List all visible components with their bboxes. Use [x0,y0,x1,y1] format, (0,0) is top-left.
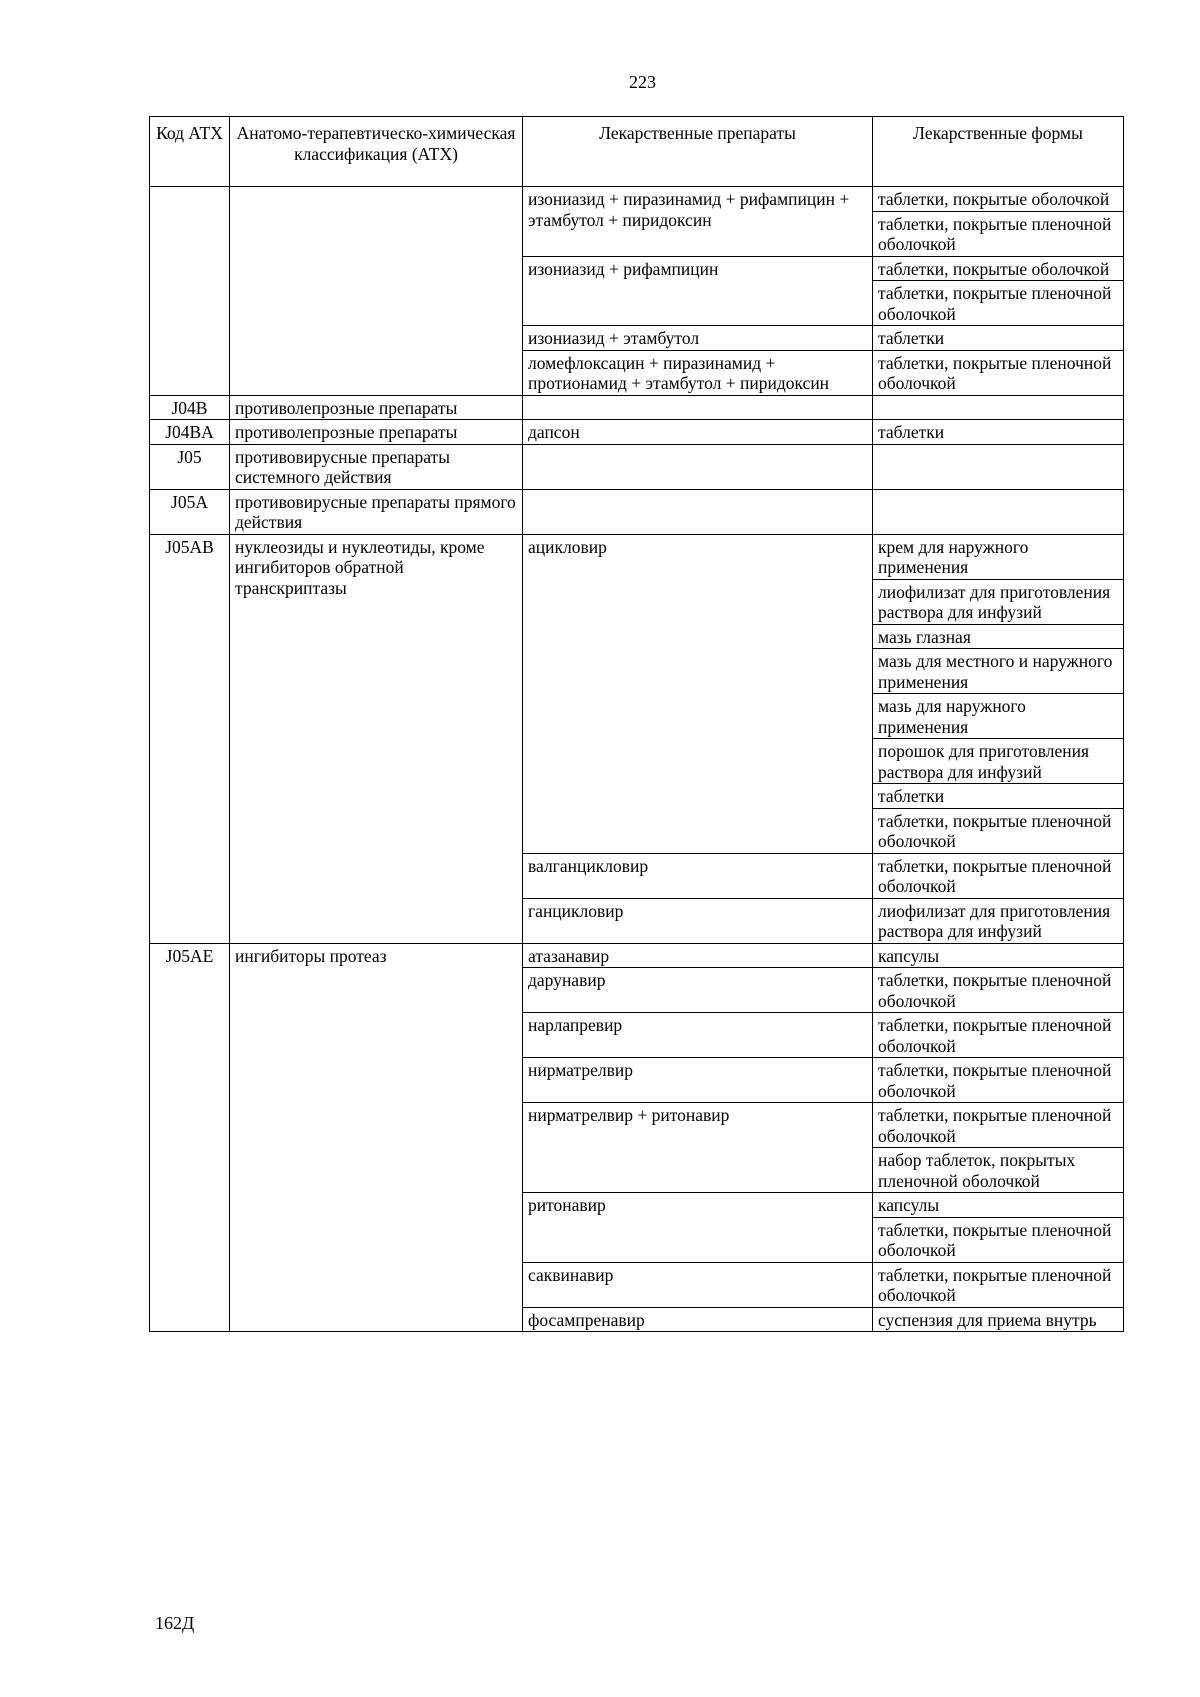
dosage-forms [873,444,1124,489]
atc-drug-table [149,116,1124,1332]
dosage-form: таблетки, покрытые пленочной оболочкой [878,855,1112,896]
dosage-forms [873,1013,1124,1058]
drug-name [523,395,873,420]
dosage-form: лиофилизат для приготовления раствора для инфузий [878,900,1111,941]
dosage-form: таблетки, покрытые пленочной оболочкой [873,808,1123,853]
table-header-row [150,117,1124,187]
dosage-form: набор таблеток, покрытых пленочной оболочкой [873,1147,1123,1192]
drug-name [523,444,873,489]
atc-classification: нуклеозиды и нуклеотиды, кроме ингибиторов обратной транскриптазы [230,534,523,943]
drug-name: дапсон [523,420,873,445]
table-row [150,420,1124,445]
drug-name: нарлапревир [523,1013,873,1058]
dosage-form: таблетки, покрытые оболочкой [878,258,1110,279]
dosage-form: таблетки, покрытые пленочной оболочкой [878,1060,1112,1101]
dosage-form [873,445,1123,469]
drug-name: фосампренавир [523,1307,873,1332]
atc-code: J04BA [150,420,230,445]
drug-name: ломефлоксацин + пиразинамид + протионамид + этамбутол + пиридоксин [523,350,873,395]
table-row [150,489,1124,534]
drug-name: ганцикловир [523,898,873,943]
dosage-form: мазь глазная [873,624,1123,649]
atc-code: J04B [150,395,230,420]
atc-code: J05 [150,444,230,489]
footer-code: 162Д [155,1613,195,1633]
drug-name: ритонавир [523,1193,873,1263]
table-row [150,943,1124,968]
dosage-forms [873,350,1124,395]
dosage-forms [873,1103,1124,1193]
atc-classification: ингибиторы протеаз [230,943,523,1332]
header-code: Код АТХ [150,117,230,187]
dosage-form: порошок для приготовления раствора для инфузий [873,738,1123,783]
dosage-form: таблетки, покрытые пленочной оболочкой [878,1264,1112,1305]
dosage-forms [873,187,1124,257]
header-classification: Анатомо-терапевтическо-химическая классификация (АТХ) [230,117,523,187]
table-row [150,534,1124,853]
dosage-forms [873,534,1124,853]
dosage-form: таблетки, покрытые оболочкой [878,189,1110,209]
dosage-forms [873,489,1124,534]
drug-name: изониазид + рифампицин [523,256,873,326]
atc-code: J05AE [150,943,230,1332]
header-forms: Лекарственные формы [873,117,1124,187]
table-row [150,444,1124,489]
dosage-form: таблетки [878,422,945,442]
dosage-form: мазь для местного и наружного применения [873,648,1123,693]
dosage-forms [873,943,1124,968]
dosage-forms [873,1058,1124,1103]
dosage-form: таблетки, покрытые пленочной оболочкой [873,1217,1123,1262]
dosage-form: капсулы [878,945,940,966]
drug-name: саквинавир [523,1262,873,1307]
drug-name: нирматрелвир + ритонавир [523,1103,873,1193]
dosage-form: капсулы [878,1195,940,1215]
drug-name: дарунавир [523,968,873,1013]
drug-name [523,489,873,534]
drug-name: изониазид + этамбутол [523,326,873,351]
dosage-forms [873,968,1124,1013]
dosage-form: таблетки, покрытые пленочной оболочкой [878,1105,1112,1146]
atc-classification: противолепрозные препараты [230,420,523,445]
drug-name: изониазид + пиразинамид + рифампицин + этамбутол + пиридоксин [523,187,873,257]
dosage-form: таблетки, покрытые пленочной оболочкой [873,280,1123,325]
dosage-form: таблетки, покрытые пленочной оболочкой [878,352,1112,393]
dosage-forms [873,395,1124,420]
dosage-form: таблетки [873,783,1123,808]
atc-code: J05A [150,489,230,534]
atc-classification: противолепрозные препараты [230,395,523,420]
atc-code: J05AB [150,534,230,943]
dosage-forms [873,1193,1124,1263]
drug-name: валганцикловир [523,853,873,898]
drug-name: атазанавир [523,943,873,968]
dosage-form: таблетки, покрытые пленочной оболочкой [878,1015,1112,1056]
dosage-form [873,490,1123,514]
atc-classification: противовирусные препараты прямого действия [230,489,523,534]
atc-code [150,187,230,396]
atc-classification: противовирусные препараты системного действия [230,444,523,489]
dosage-forms [873,256,1124,326]
dosage-form: таблетки, покрытые пленочной оболочкой [878,970,1112,1011]
table-body [150,187,1124,1332]
dosage-forms [873,326,1124,351]
dosage-form [873,396,1123,420]
dosage-forms [873,898,1124,943]
dosage-form: таблетки [878,328,945,348]
drug-name: нирматрелвир [523,1058,873,1103]
table-row [150,187,1124,257]
dosage-form: таблетки, покрытые пленочной оболочкой [873,211,1123,256]
dosage-forms [873,1307,1124,1332]
dosage-form: суспензия для приема внутрь [878,1309,1097,1330]
dosage-form: крем для наружного применения [878,536,1029,577]
dosage-forms [873,1262,1124,1307]
table-row [150,395,1124,420]
page-number: 223 [629,72,656,92]
dosage-form: лиофилизат для приготовления раствора для инфузий [873,579,1123,624]
header-drugs: Лекарственные препараты [523,117,873,187]
dosage-form: мазь для наружного применения [873,693,1123,738]
dosage-forms [873,420,1124,445]
atc-classification [230,187,523,396]
dosage-forms [873,853,1124,898]
drug-name: ацикловир [523,534,873,853]
